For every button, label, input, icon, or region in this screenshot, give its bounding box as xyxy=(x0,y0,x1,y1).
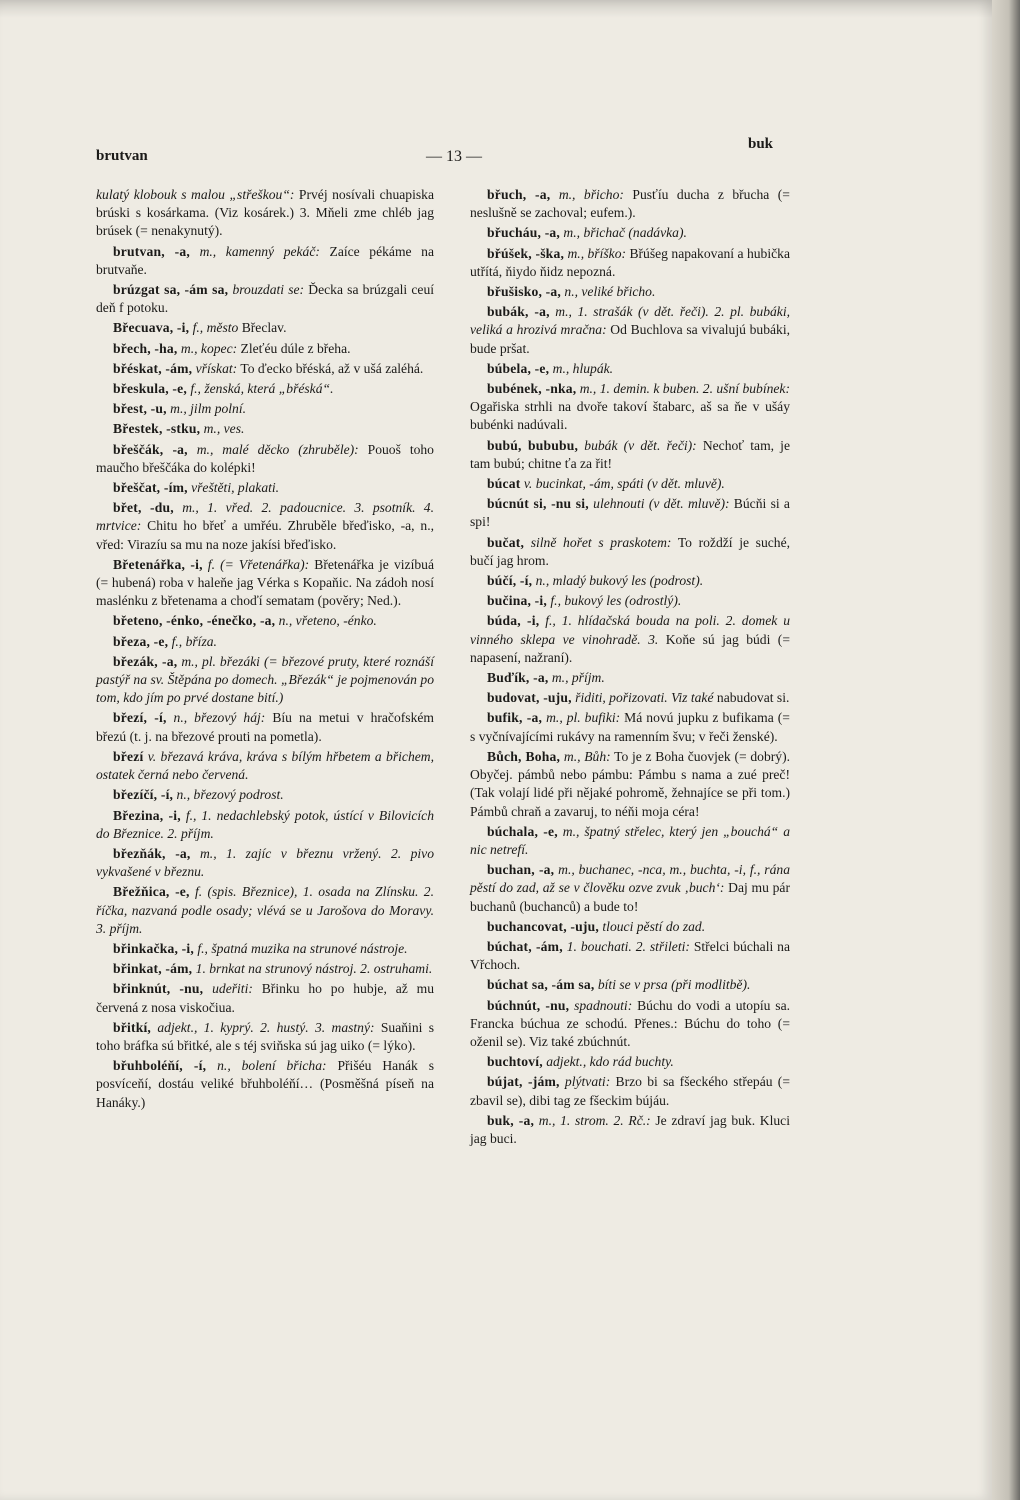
entry-gloss: f. (= Vřetenářka): xyxy=(202,556,310,572)
dictionary-entry xyxy=(470,709,790,745)
entry-text: Pouoš toho maučho břeščáka do kolépki! xyxy=(96,441,434,475)
dictionary-entry xyxy=(470,303,790,358)
entry-headword: břitkí, xyxy=(113,1019,152,1035)
entry-headword: Břestek, -stku, xyxy=(113,421,201,437)
header-right-guideword: buk xyxy=(748,136,774,152)
dictionary-entry xyxy=(470,1053,790,1071)
entry-gloss: f. (spis. Březnice), 1. osada na Zlínsku. 2. říčka, nazvaná podle osady; vlévá se u Jarošova do Moravy. 3. příjm. xyxy=(96,884,434,936)
entry-gloss: f., město xyxy=(189,320,239,336)
right-column xyxy=(470,186,790,1150)
entry-text: Suaňini s toho bráfka sú břitké, ale s téj sviňska sú jag uiko (= lýko). xyxy=(96,1019,434,1053)
page-stack-edge xyxy=(992,0,1020,1500)
dictionary-entry xyxy=(96,1019,434,1055)
dictionary-entry xyxy=(470,861,790,916)
entry-gloss: f., ženská, která „břéská“. xyxy=(186,381,334,397)
dictionary-entry xyxy=(96,186,434,241)
dictionary-entry xyxy=(470,534,790,570)
dictionary-entry xyxy=(470,186,790,222)
entry-gloss: m., kopec: xyxy=(177,340,238,356)
entry-text: Daj mu pár buchanů (buchanců) a bude to! xyxy=(470,880,790,914)
dictionary-entry xyxy=(470,612,790,667)
dictionary-entry xyxy=(470,918,790,936)
dictionary-entry xyxy=(470,380,790,435)
entry-gloss: m., 1. zajíc v březnu vržený. 2. pivo vykvašené v březnu. xyxy=(96,845,435,880)
entry-headword: Břetenářka, -i, xyxy=(113,556,203,572)
entry-headword: březák, -a, xyxy=(113,653,178,669)
entry-gloss: f., bříza. xyxy=(168,633,217,649)
dictionary-entry xyxy=(96,883,434,938)
entry-text: Přišéu Hanák s posvíceňí, dostáu veliké břuhboléňí… (Posměšná píseň na Hanáky.) xyxy=(96,1058,435,1110)
entry-gloss: m., břicho: xyxy=(550,187,624,202)
entry-gloss: m., buchanec, -nca, m., buchta, -i, f., rána pěstí do zad, až se v člověku ozve zvuk ‚buch‘: xyxy=(470,862,790,896)
dictionary-entry xyxy=(470,1073,790,1109)
entry-gloss: f., bukový les (odrostlý). xyxy=(547,593,682,609)
dictionary-entry xyxy=(96,807,434,843)
dictionary-entry xyxy=(96,281,434,317)
dictionary-entry xyxy=(470,938,790,974)
entry-headword: búchnút, -nu, xyxy=(487,997,570,1013)
entry-text: Má novú jupku z bufikama (= s vyčnívajícími rukávy na ramenním švu; v řeči ženské). xyxy=(470,710,790,744)
entry-headword: buk, -a, xyxy=(487,1112,535,1128)
entry-gloss: tlouci pěstí do zad. xyxy=(599,918,706,934)
entry-headword: buchancovat, -uju, xyxy=(487,918,599,934)
entry-gloss: n., březový háj: xyxy=(166,710,266,726)
entry-gloss: plýtvati: xyxy=(559,1074,611,1090)
dictionary-entry xyxy=(96,360,434,378)
dictionary-entry xyxy=(96,1057,434,1112)
entry-gloss: kulatý klobouk s malou „střeškou“: xyxy=(96,187,295,202)
entry-gloss: f., špatná muzika na strunové nástroje. xyxy=(193,940,408,956)
entry-gloss: n., mladý bukový les (podrost). xyxy=(532,573,704,589)
dictionary-entry xyxy=(96,319,434,337)
entry-headword: búchat sa, -ám sa, xyxy=(487,977,595,993)
entry-headword: budovat, -uju, xyxy=(487,690,572,706)
entry-headword: Březina, -i, xyxy=(113,807,181,823)
dictionary-entry xyxy=(96,340,434,358)
entry-headword: buchan, -a, xyxy=(487,862,555,878)
entry-gloss: 1. brnkat na strunový nástroj. 2. ostruhami. xyxy=(192,961,433,977)
entry-headword: břinkačka, -i, xyxy=(113,940,194,956)
entry-gloss: f., 1. nedachlebský potok, ústící v Bilovicích do Březnice. 2. příjm. xyxy=(96,807,435,841)
entry-gloss: m., kamenný pekáč: xyxy=(189,243,320,259)
entry-text: Břúšeg napakovaní a hubička utřítá, ňiydo ňidz nepozná. xyxy=(470,245,790,279)
entry-headword: búcat xyxy=(487,476,521,492)
entry-headword: bučat, xyxy=(487,534,525,550)
dictionary-entry xyxy=(470,689,790,707)
dictionary-entry xyxy=(96,748,434,784)
entry-headword: bučina, -i, xyxy=(487,593,547,609)
entry-gloss: adjekt., kdo rád buchty. xyxy=(542,1054,674,1070)
dictionary-entry xyxy=(96,633,434,651)
entry-headword: břušisko, -a, xyxy=(487,284,561,300)
entry-gloss: m., jilm polní. xyxy=(166,401,247,417)
entry-text: Břinku ho po hubje, až mu červená z nosa viskočiua. xyxy=(96,981,434,1015)
entry-text: Ogařiska strhli na dvoře takoví štabarc, aš sa ňe v ušáy bubénki nadúvali. xyxy=(470,399,790,433)
entry-gloss: m., hlupák. xyxy=(549,360,614,376)
entry-text: To ďecko břéská, až v ušá zaléhá. xyxy=(237,360,424,376)
dictionary-entry xyxy=(96,243,434,279)
entry-headword: búchala, -e, xyxy=(487,823,558,839)
entry-gloss: m., pl. březáki (= březové pruty, které roznáší pastýř na sv. Štěpána po domech. „Březák“ je pojmenován po tom, kdo jím po prvé dostane bití.) xyxy=(96,653,434,706)
dictionary-entry xyxy=(470,976,790,994)
entry-text: nabudovat si. xyxy=(713,690,790,706)
dictionary-entry xyxy=(96,499,434,554)
entry-headword: bubú, bububu, xyxy=(487,437,579,453)
dictionary-entry xyxy=(470,495,790,531)
dictionary-entry xyxy=(96,653,434,708)
entry-headword: břinknút, -nu, xyxy=(113,981,204,997)
dictionary-entry xyxy=(96,612,434,630)
entry-headword: buchtoví, xyxy=(487,1054,543,1070)
entry-gloss: bubák (v dět. řeči): xyxy=(578,437,697,453)
entry-headword: březa, -e, xyxy=(113,633,169,649)
entry-gloss: n., březový podrost. xyxy=(173,787,284,803)
entry-headword: búda, -i, xyxy=(487,613,540,629)
entry-gloss: n., vřeteno, -énko. xyxy=(275,613,377,629)
entry-gloss: m., břichač (nadávka). xyxy=(560,225,687,241)
dictionary-entry xyxy=(470,997,790,1052)
dictionary-entry xyxy=(96,479,434,497)
dictionary-entry xyxy=(470,283,790,301)
entry-text: Je zdraví jag buk. Kluci jag buci. xyxy=(470,1112,790,1146)
entry-text: Od Buchlova sa vivalujú bubáki, bude pršat. xyxy=(470,322,790,356)
entry-text: Chitu ho břeť a umřéu. Zhruběle břeďisko, -a, n., vřed: Virazíu sa mu na noze jakísi břeďisko. xyxy=(96,518,434,552)
entry-text: Pusťíu ducha z břucha (= neslušně se zachoval; eufem.). xyxy=(470,187,790,221)
dictionary-entry xyxy=(470,437,790,473)
entry-gloss: m., 1. strom. 2. Rč.: xyxy=(534,1112,651,1128)
dictionary-entry xyxy=(470,360,790,378)
entry-gloss: ulehnouti (v dět. mluvě): xyxy=(588,496,730,512)
entry-text: Břetenářka je vizíbuá (= hubená) roba v haleňe jag Vérka s Kopaňic. Na zádoh nosí maslénku z břetenama a choďí sematam (pověry; Ned.). xyxy=(96,556,434,609)
entry-text: Zleťéu dúle z břeha. xyxy=(237,340,351,356)
dictionary-entry xyxy=(470,1112,790,1148)
dictionary-entry xyxy=(96,380,434,398)
entry-headword: březí, -í, xyxy=(113,710,167,726)
entry-headword: břinkat, -ám, xyxy=(113,961,193,977)
entry-gloss: silně hořet s praskotem: xyxy=(524,534,672,550)
entry-headword: břeščák, -a, xyxy=(113,441,188,457)
entry-gloss: v. bucinkat, -ám, spáti (v dět. mluvě). xyxy=(520,476,725,492)
entry-headword: břéskat, -ám, xyxy=(113,360,193,376)
entry-gloss: adjekt., 1. kyprý. 2. hustý. 3. mastný: xyxy=(151,1019,375,1035)
entry-text: To je z Boha čuovjek (= dobrý). Obyčej. pámbů nebo pámbu: Pámbu s nama a zué preč! (Tak volají lidé při nějaké pohromě, žehnajíce se při tom.) Pámbů chraň a zavaruj, to néňi moja céra! xyxy=(470,748,790,819)
entry-headword: bubák, -a, xyxy=(487,304,550,320)
entry-gloss: m., špatný střelec, který jen „bouchá“ a nic netrefí. xyxy=(470,823,790,857)
entry-headword: Bůch, Boha, xyxy=(487,748,561,764)
entry-gloss: m., bříško: xyxy=(564,245,627,261)
entry-gloss: v. březavá kráva, kráva s bílým hřbetem a břichem, ostatek černá nebo červená. xyxy=(96,748,434,783)
entry-text: To roždží je suché, bučí jag hrom. xyxy=(470,534,790,568)
entry-text: Búchu do vodi a utopíu sa. Francka búchua ze schodú. Přenes.: Búchu do toho (= oženil se). Viz také zbúchnút. xyxy=(470,997,791,1049)
entry-headword: břúšek, -ška, xyxy=(487,245,565,261)
entry-headword: Buďík, -a, xyxy=(487,670,549,686)
entry-gloss: 1. bouchati. 2. střileti: xyxy=(562,938,690,954)
entry-gloss: m., 1. vřed. 2. padoucnice. 3. psotník. 4. mrtvice: xyxy=(96,500,435,534)
dictionary-entry xyxy=(96,845,434,881)
entry-headword: brutvan, -a, xyxy=(113,243,190,259)
entry-headword: búčí, -í, xyxy=(487,573,533,589)
dictionary-entry xyxy=(470,669,790,687)
entry-text: Brzo bi sa fšeckého střepáu (= zbavil se), dibi tag ze fšeckim bújáu. xyxy=(470,1074,790,1108)
entry-headword: březí xyxy=(113,748,144,764)
dictionary-entry xyxy=(470,572,790,590)
entry-text: Zaíce pékáme na brutvaňe. xyxy=(96,243,434,277)
entry-headword: břeteno, -énko, -énečko, -a, xyxy=(113,613,276,629)
entry-headword: bubének, -nka, xyxy=(487,381,577,397)
entry-gloss: vřeštěti, plakati. xyxy=(187,480,280,496)
entry-text: Bíu na metui v hračofském březú (t. j. na březové prouti na pometla). xyxy=(96,710,434,744)
dictionary-entry xyxy=(470,224,790,242)
page-top-shadow xyxy=(0,0,992,18)
entry-headword: brúzgat sa, -ám sa, xyxy=(113,282,229,298)
header-left-guideword: brutvan xyxy=(96,148,148,164)
entry-gloss: spadnouti: xyxy=(569,997,633,1013)
entry-headword: bújat, -jám, xyxy=(487,1074,560,1090)
entry-gloss: vřískat: xyxy=(192,360,238,376)
dictionary-entry xyxy=(96,556,434,611)
left-column xyxy=(96,186,434,1114)
dictionary-entry xyxy=(96,441,434,477)
entry-gloss: brouzdati se: xyxy=(228,282,305,298)
entry-text: Ďecka sa brúzgali ceuí deň f potoku. xyxy=(96,282,435,316)
dictionary-entry xyxy=(470,475,790,493)
entry-headword: břuch, -a, xyxy=(487,187,551,202)
entry-headword: bufik, -a, xyxy=(487,710,543,726)
entry-gloss: m., ves. xyxy=(200,421,245,437)
entry-text: Koňe sú jag búdi (= napasení, nažraní). xyxy=(470,631,790,665)
entry-gloss: m., příjm. xyxy=(548,670,605,686)
entry-gloss: m., Bůh: xyxy=(560,748,611,764)
entry-gloss: řiditi, pořizovati. Viz také xyxy=(571,690,714,706)
entry-headword: březňák, -a, xyxy=(113,845,191,861)
dictionary-entry xyxy=(470,592,790,610)
entry-headword: břeskula, -e, xyxy=(113,381,187,397)
dictionary-entry xyxy=(96,786,434,804)
page-number: — 13 — xyxy=(426,148,482,165)
entry-headword: búcnút si, -nu si, xyxy=(487,496,589,512)
entry-gloss: n., veliké břicho. xyxy=(561,284,656,300)
entry-headword: břeščat, -ím, xyxy=(113,480,188,496)
entry-gloss: bíti se v prsa (při modlitbě). xyxy=(594,977,751,993)
dictionary-entry xyxy=(96,940,434,958)
dictionary-entry xyxy=(96,709,434,745)
entry-gloss: n., bolení břicha: xyxy=(206,1058,327,1074)
entry-text: Búcňi si a spi! xyxy=(470,496,790,530)
dictionary-entry xyxy=(470,748,790,821)
entry-headword: búbela, -e, xyxy=(487,360,550,376)
entry-gloss: m., 1. strašák (v dět. řeči). 2. pl. bubáki, veliká a hrozivá mračna: xyxy=(470,304,790,338)
entry-headword: břest, -u, xyxy=(113,401,167,417)
entry-gloss: m., pl. bufiki: xyxy=(542,710,621,726)
entry-headword: Břežňica, -e, xyxy=(113,884,190,900)
entry-text: Prvéj nosívali chuapiska brúski s kosárkama. (Viz kosárek.) 3. Mňeli zme chléb jag brúsek (= nenakynutý). xyxy=(96,187,434,239)
entry-headword: břucháu, -a, xyxy=(487,225,561,241)
entry-headword: břuhboléňí, -í, xyxy=(113,1058,207,1074)
dictionary-entry xyxy=(96,980,434,1016)
running-head xyxy=(96,136,782,166)
entry-gloss: f., 1. hlídačská bouda na poli. 2. domek u vinného sklepa ve vinohradě. 3. xyxy=(470,613,790,647)
entry-text: Břeclav. xyxy=(238,320,287,336)
entry-gloss: m., 1. demin. k buben. 2. ušní bubínek: xyxy=(576,381,790,397)
entry-headword: búchat, -ám, xyxy=(487,938,563,954)
entry-text: Střelci búchali na Vřchoch. xyxy=(470,938,791,973)
entry-gloss: m., malé děcko (zhruběle): xyxy=(187,441,359,457)
entry-headword: břech, -ha, xyxy=(113,340,178,356)
dictionary-entry xyxy=(96,420,434,438)
dictionary-entry xyxy=(96,400,434,418)
entry-headword: březíčí, -í, xyxy=(113,787,174,803)
dictionary-entry xyxy=(96,960,434,978)
entry-headword: Břecuava, -i, xyxy=(113,320,190,336)
dictionary-entry xyxy=(470,823,790,859)
entry-text: Nechoť tam, je tam bubú; chitne ťa za řit! xyxy=(470,437,790,471)
dictionary-entry xyxy=(470,245,790,281)
entry-headword: břet, -du, xyxy=(113,500,174,516)
entry-gloss: udeřiti: xyxy=(203,981,253,997)
